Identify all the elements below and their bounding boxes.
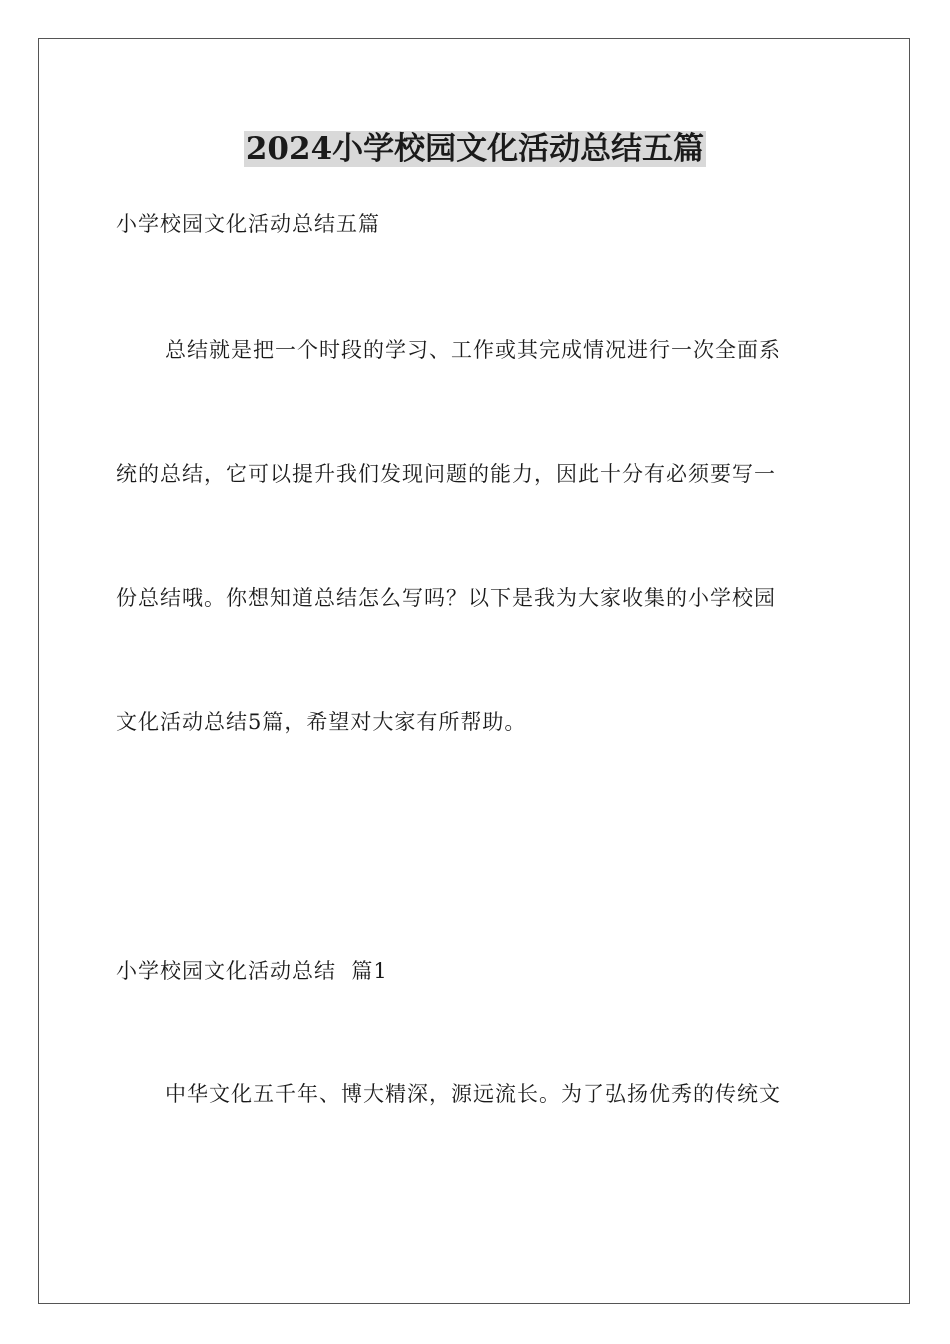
document-title — [0, 128, 950, 170]
paragraph-line: 总结就是把一个时段的学习、工作或其完成情况进行一次全面系 — [165, 338, 781, 362]
paragraph-line: 文化活动总结5篇，希望对大家有所帮助。 — [116, 710, 527, 734]
document-title-text: 2024小学校园文化活动总结五篇 — [245, 131, 705, 167]
paragraph-line: 份总结哦。你想知道总结怎么写吗？以下是我为大家收集的小学校园 — [116, 586, 776, 610]
paragraph-line: 中华文化五千年、博大精深，源远流长。为了弘扬优秀的传统文 — [165, 1082, 781, 1106]
section-heading: 小学校园文化活动总结 篇1 — [116, 959, 388, 983]
paragraph-line: 统的总结，它可以提升我们发现问题的能力，因此十分有必须要写一 — [116, 462, 776, 486]
document-subtitle: 小学校园文化活动总结五篇 — [116, 212, 380, 236]
